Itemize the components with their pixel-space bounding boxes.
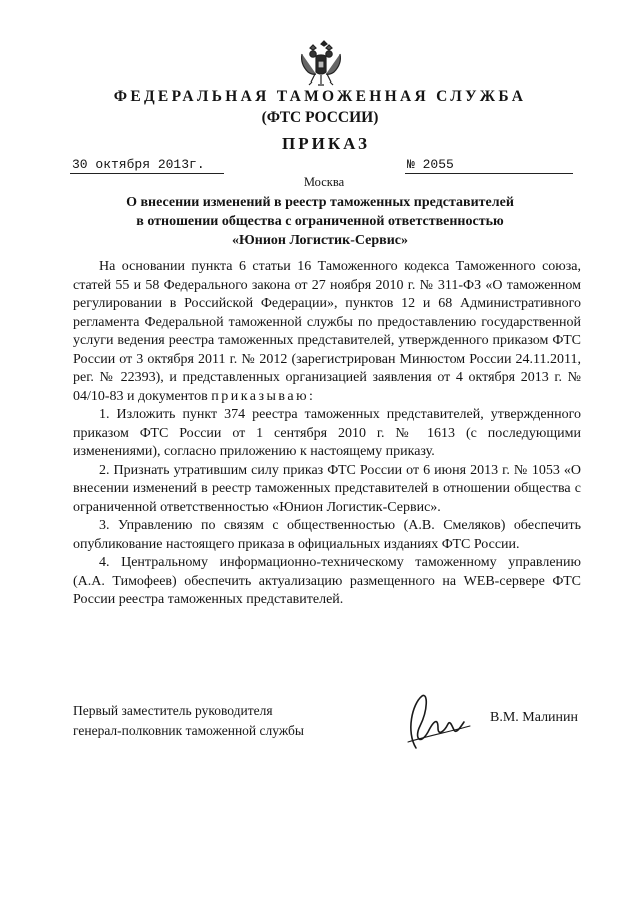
order-subject bbox=[0, 193, 640, 250]
order-number: № 2055 bbox=[405, 157, 573, 174]
preamble-text: На основании пункта 6 статьи 16 Таможенного кодекса Таможенного союза, статей 55 и 58 Федерального закона от 27 ноября 2010 г. № 311-ФЗ «О таможенном регулировании в Российской Федерации», пунктов 12 и 68 Административного регламента Федеральной таможенной службы по предоставлению государственной услуги ведения реестра таможенных представителей, утвержденного приказом ФТС России от 3 октября 2011 г. № 2012 (зарегистрирован Минюстом России 24.11.2011, рег. № 22393), и представленных организацией заявления от 4 октября 2013 г. № 04/10-83 и документов bbox=[73, 259, 581, 404]
signatory-title-line-2: генерал-полковник таможенной службы bbox=[73, 723, 304, 738]
signatory-name: В.М. Малинин bbox=[490, 710, 579, 725]
order-body bbox=[73, 258, 581, 610]
order-date: 30 октября 2013г. bbox=[70, 157, 224, 174]
coat-of-arms-emblem-icon bbox=[296, 38, 346, 90]
subject-line-1: О внесении изменений в реестр таможенных представителей bbox=[126, 195, 514, 210]
issue-city: Москва bbox=[303, 175, 345, 189]
signatory-title bbox=[73, 701, 304, 741]
signatory-title-line-1: Первый заместитель руководителя bbox=[73, 703, 273, 718]
order-item-3: 3. Управлению по связям с общественностью (А.В. Смеляков) обеспечить опубликование настоящего приказа в официальных изданиях ФТС России. bbox=[73, 518, 581, 552]
subject-line-3: «Юнион Логистик-Сервис» bbox=[232, 233, 408, 248]
document-type-title: ПРИКАЗ bbox=[282, 134, 370, 153]
order-item-1: 1. Изложить пункт 374 реестра таможенных представителей, утвержденного приказом ФТС России от 1 сентября 2010 г. № 1613 (с последующими изменениями), согласно приложению к настоящему приказу. bbox=[73, 407, 581, 459]
preamble-paragraph bbox=[73, 258, 581, 406]
agency-abbreviation: (ФТС РОССИИ) bbox=[261, 109, 379, 126]
agency-name: ФЕДЕРАЛЬНАЯ ТАМОЖЕННАЯ СЛУЖБА bbox=[113, 88, 527, 105]
order-word: приказываю: bbox=[211, 388, 316, 404]
order-item-2: 2. Признать утратившим силу приказ ФТС России от 6 июня 2013 г. № 1053 «О внесении изменений в реестр таможенных представителей в отношении общества с ограниченной ответственностью «Юнион Логистик-Сервис». bbox=[73, 462, 581, 515]
order-item-4: 4. Центральному информационно-техническому таможенному управлению (А.А. Тимофеев) обеспечить актуализацию размещенного на WEB-сервере ФТС России реестра таможенных представителей. bbox=[73, 555, 581, 607]
subject-line-2: в отношении общества с ограниченной ответственностью bbox=[136, 214, 504, 229]
handwritten-signature bbox=[398, 692, 478, 756]
